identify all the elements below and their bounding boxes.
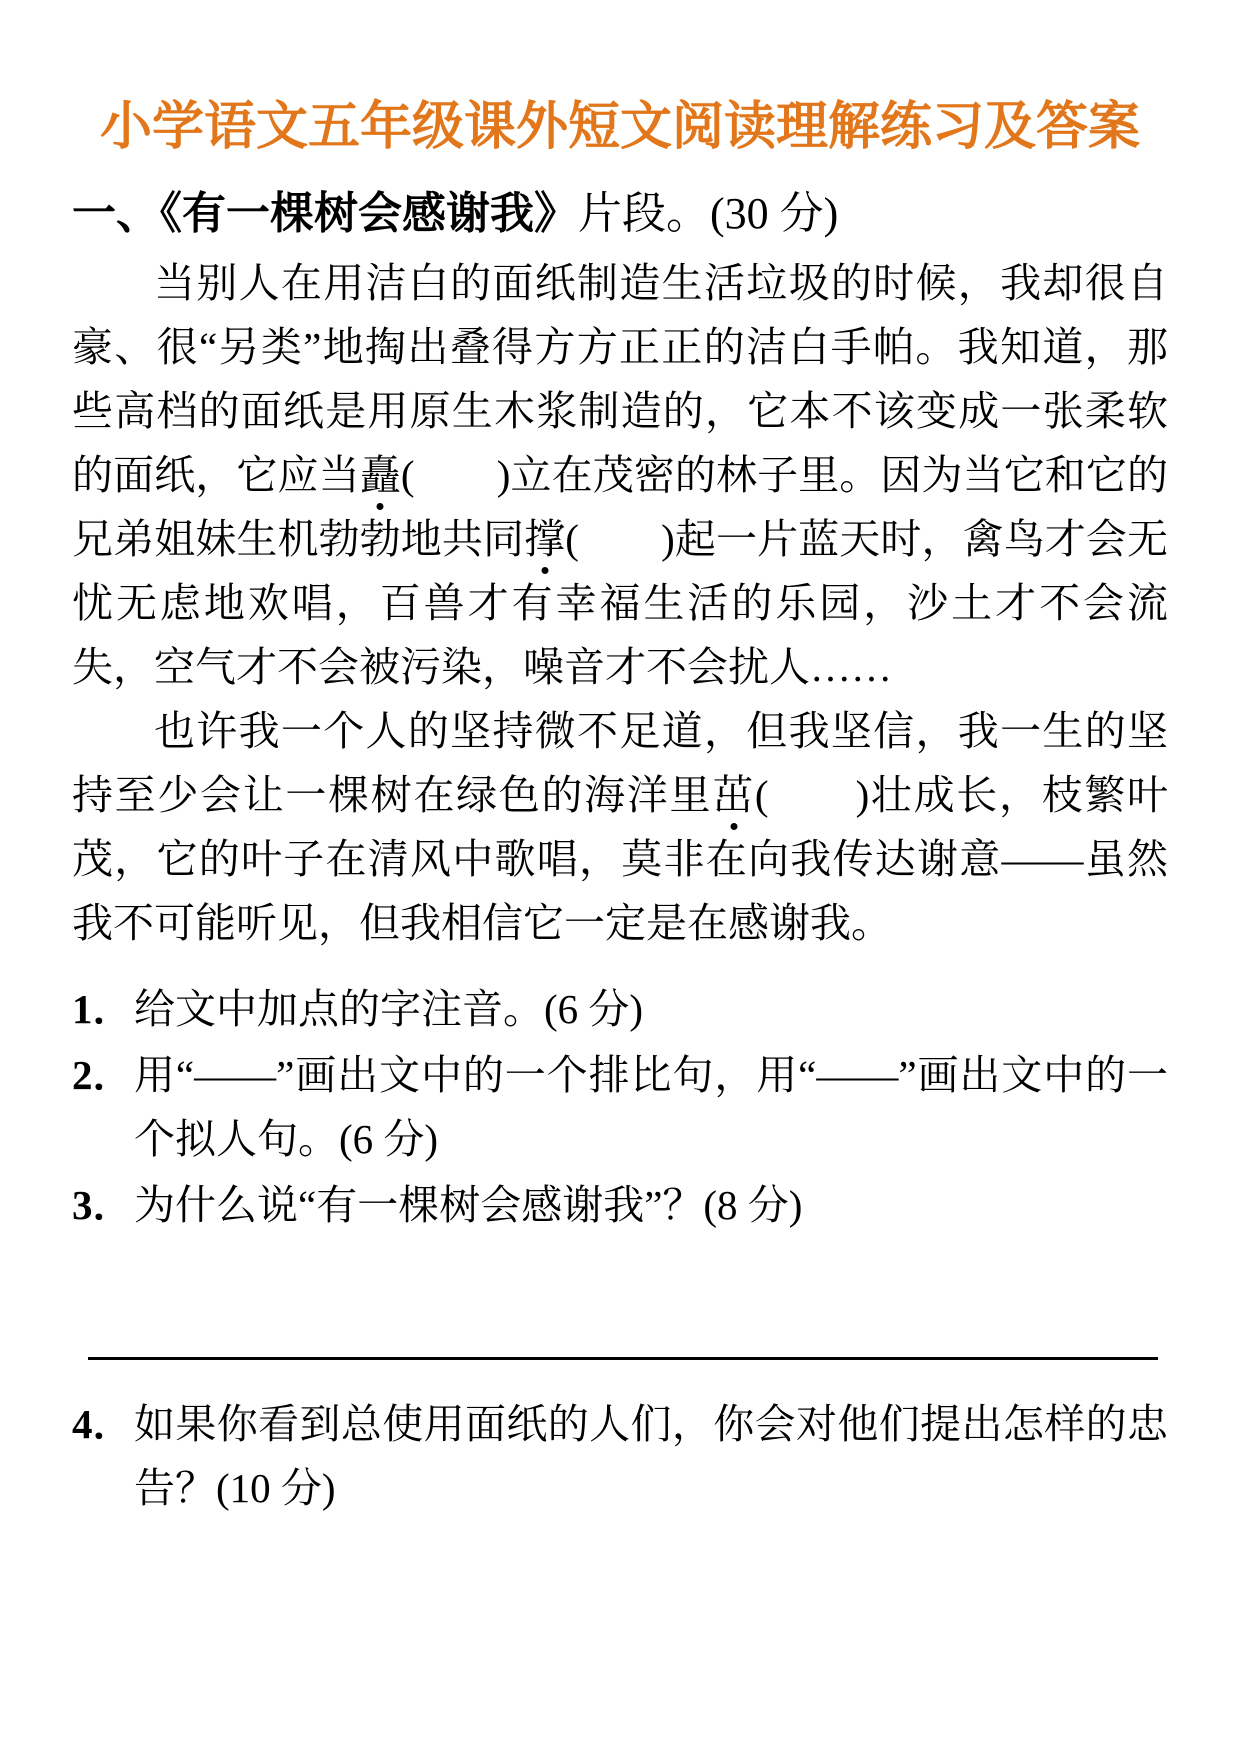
page-title: 小学语文五年级课外短文阅读理解练习及答案 xyxy=(99,98,1140,156)
answer-blank-line xyxy=(88,1357,1158,1360)
question-3-number: 3． xyxy=(72,1182,134,1229)
reading-passage xyxy=(72,251,1168,955)
question-1-text: 给文中加点的字注音。(6 分) xyxy=(134,986,644,1033)
para1-text-b: ( )立在茂密的林子里。因为当它和它的兄弟姐妹生机勃勃地共同 xyxy=(72,452,1169,563)
passage-paragraph-2 xyxy=(72,699,1168,955)
question-2 xyxy=(72,1043,1168,1171)
question-3 xyxy=(72,1173,1168,1237)
question-4-text: 如果你看到总使用面纸的人们，你会对他们提出怎样的忠告？(10 分) xyxy=(134,1401,1168,1512)
section-heading-points: 片段。(30 分) xyxy=(578,189,839,239)
passage-paragraph-1 xyxy=(72,251,1168,699)
dotted-char-chu: 矗 xyxy=(359,452,401,499)
question-list xyxy=(72,977,1168,1520)
dotted-char-cheng: 撑 xyxy=(524,516,566,563)
section-heading-title: 一、《有一棵树会感谢我》 xyxy=(72,189,578,239)
para2-text-a: 也许我一个人的坚持微不足道，但我坚信，我一生的坚持至少会让一棵树在绿色的海洋里 xyxy=(72,708,1168,819)
question-3-text: 为什么说“有一棵树会感谢我”？(8 分) xyxy=(134,1182,803,1229)
para1-text-c: ( )起一片蓝天时，禽鸟才会无忧无虑地欢唱，百兽才有幸福生活的乐园，沙土才不会流失，空气才不会被污染，噪音才不会扰人…… xyxy=(72,516,1169,691)
question-4-number: 4． xyxy=(72,1401,134,1448)
section-heading xyxy=(72,186,1168,241)
question-1 xyxy=(72,977,1168,1041)
para2-text-b: ( )壮成长，枝繁叶茂，它的叶子在清风中歌唱，莫非在向我传达谢意——虽然我不可能听见，但我相信它一定是在感谢我。 xyxy=(72,772,1168,947)
question-2-number: 2． xyxy=(72,1052,134,1099)
para1-text-a: 当别人在用洁白的面纸制造生活垃圾的时候，我却很自豪、很“另类”地掏出叠得方方正正的洁白手帕。我知道，那些高档的面纸是用原生木浆制造的，它本不该变成一张柔软的面纸，它应当 xyxy=(72,260,1168,499)
question-1-number: 1． xyxy=(72,986,134,1033)
question-4 xyxy=(72,1392,1168,1520)
dotted-char-zhuo: 茁 xyxy=(712,772,755,819)
question-2-text: 用“——”画出文中的一个排比句，用“——”画出文中的一个拟人句。(6 分) xyxy=(134,1052,1168,1163)
